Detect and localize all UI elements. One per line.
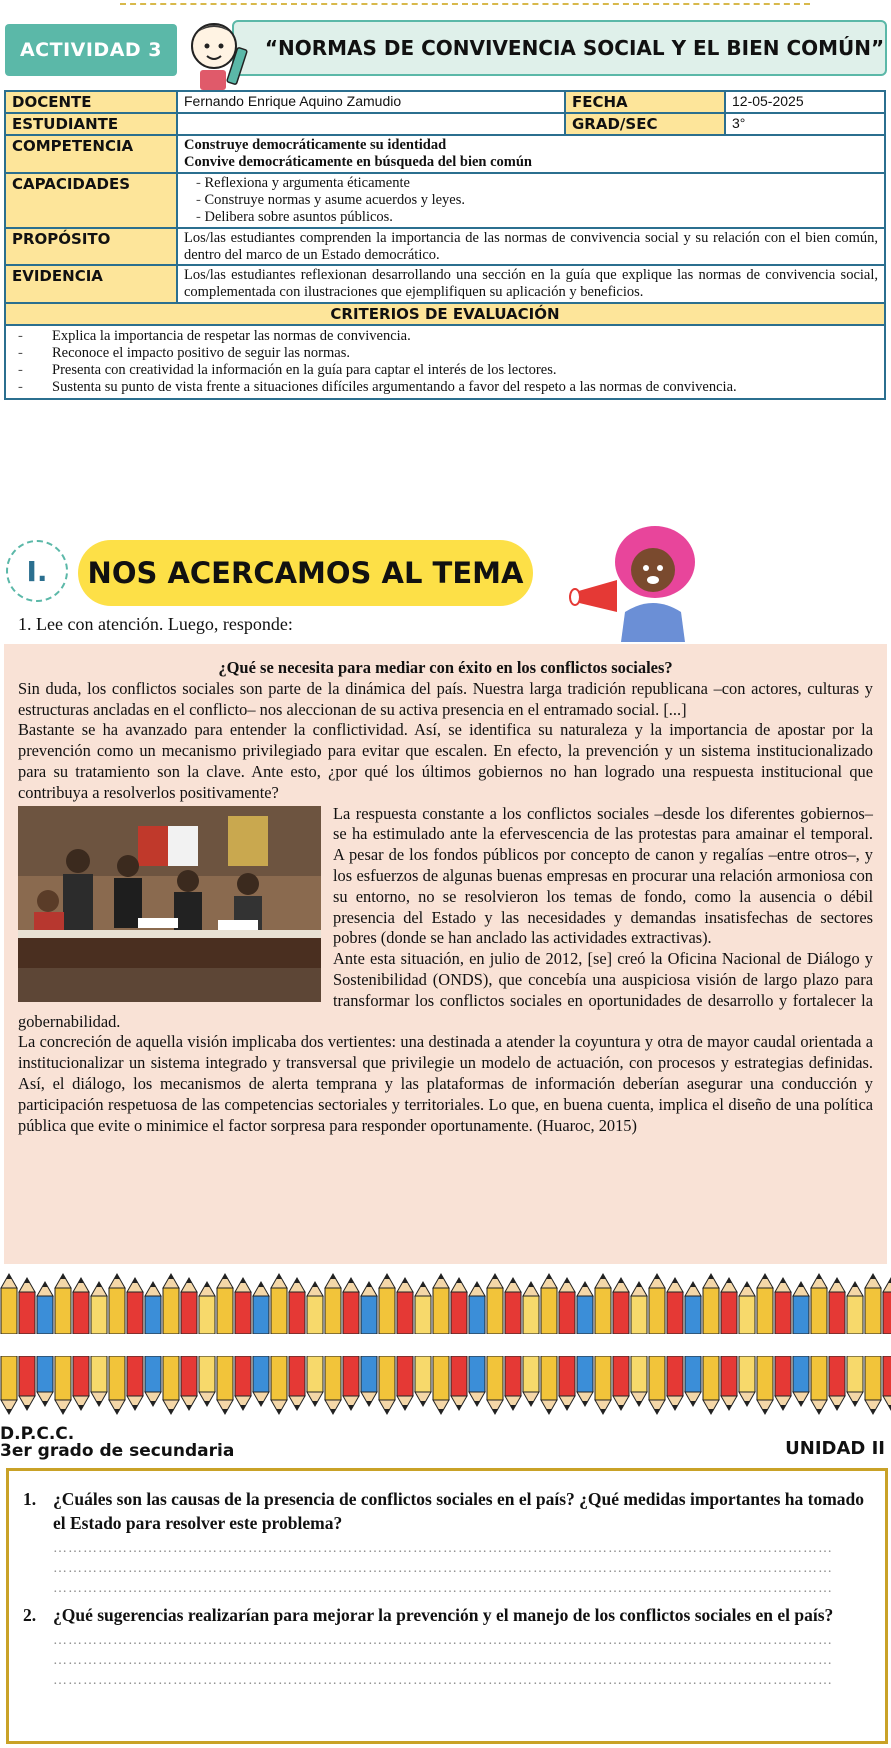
pencil-icon: [775, 1278, 791, 1334]
pencil-icon: [325, 1274, 341, 1334]
capacidades-label: CAPACIDADES: [5, 173, 177, 228]
pencil-icon: [379, 1274, 395, 1334]
reading-instruction: 1. Lee con atención. Luego, responde:: [18, 614, 293, 634]
pencil-icon: [289, 1356, 305, 1410]
pencil-icon: [217, 1356, 233, 1414]
capacidad-item: - Reflexiona y argumenta éticamente: [196, 175, 878, 192]
pencil-icon: [541, 1274, 557, 1334]
unit-label: UNIDAD II: [785, 1438, 885, 1459]
pencil-icon: [199, 1356, 215, 1406]
pencil-icon: [19, 1356, 35, 1410]
reading-paragraph: Ante esta situación, en julio de 2012, [se] creó la Oficina Nacional de Diálogo y Sostenibilidad (ONDS), que concebía una auspiciosa visión de largo plazo para transformar los conflictos sociales en oportunidades de desarrollo y fortalecer la gobernabilidad.: [18, 949, 873, 1031]
pencil-icon: [631, 1282, 647, 1334]
pencil-icon: [829, 1356, 845, 1410]
pencil-icon: [451, 1278, 467, 1334]
proposito-value: Los/las estudiantes comprenden la importancia de las normas de convivencia social y su relación con el bien común, dentro del marco de un Estado democrático.: [177, 228, 885, 265]
pencil-border-top: [0, 1272, 891, 1334]
question-item: [23, 1603, 867, 1627]
pencil-icon: [703, 1274, 719, 1334]
pencil-icon: [847, 1282, 863, 1334]
pencil-icon: [127, 1356, 143, 1410]
pencil-icon: [703, 1356, 719, 1414]
question-item: [23, 1487, 867, 1535]
pencil-icon: [271, 1356, 287, 1414]
pencil-icon: [109, 1356, 125, 1414]
reading-paragraph: La concreción de aquella visión implicaba dos vertientes: una destinada a atender la coyuntura y otra de mayor caudal orientada a institucionalizar un sistema integrado y transversal que privilegie un modelo de actuación, con procesos y estrategias definidas. Así, el diálogo, los mecanismos de alerta temprana y las plataformas de información deberían asegurar una conducción y participación respetuosa de las competencias sectoriales y territoriales. Lo que, en buena cuenta, implica el diseño de una política pública que evite o minimice el factor sorpresa para responder oportunamente. (Huaroc, 2015): [18, 1032, 873, 1135]
pencil-icon: [793, 1282, 809, 1334]
pencil-icon: [631, 1356, 647, 1406]
pencil-icon: [487, 1356, 503, 1414]
question-number: 2.: [23, 1605, 37, 1625]
proposito-label: PROPÓSITO: [5, 228, 177, 265]
pencil-border-bottom: [0, 1356, 891, 1416]
grad-sec-value: 3°: [725, 113, 885, 135]
pencil-icon: [613, 1278, 629, 1334]
pencil-icon: [181, 1278, 197, 1334]
pencil-icon: [91, 1282, 107, 1334]
pencil-icon: [73, 1278, 89, 1334]
pencil-icon: [721, 1278, 737, 1334]
top-dashed-line: [120, 3, 810, 5]
pencil-icon: [145, 1356, 161, 1406]
pencil-icon: [433, 1356, 449, 1414]
pencil-icon: [37, 1282, 53, 1334]
evidencia-label: EVIDENCIA: [5, 265, 177, 302]
pencil-icon: [541, 1356, 557, 1414]
pencil-icon: [595, 1356, 611, 1414]
meeting-photo: [18, 806, 321, 1002]
pencil-icon: [163, 1356, 179, 1414]
pencil-icon: [433, 1274, 449, 1334]
pencil-icon: [523, 1356, 539, 1406]
pencil-icon: [559, 1356, 575, 1410]
reading-box: [4, 644, 887, 1264]
pencil-icon: [163, 1274, 179, 1334]
capacidad-item: - Delibera sobre asuntos públicos.: [196, 209, 878, 226]
pencil-icon: [685, 1356, 701, 1406]
pencil-icon: [397, 1356, 413, 1410]
question-number: 1.: [23, 1489, 37, 1509]
criterios-list: [6, 326, 884, 398]
estudiante-label: ESTUDIANTE: [5, 113, 177, 135]
pencil-icon: [829, 1278, 845, 1334]
capacidad-item: - Construye normas y asume acuerdos y leyes.: [196, 192, 878, 209]
girl-megaphone-icon: [565, 522, 715, 642]
section-number: I.: [6, 540, 68, 602]
course-name: D.P.C.C.: [0, 1424, 75, 1444]
reading-paragraph: La respuesta constante a los conflictos sociales –desde los diferentes gobiernos– se ha estimulado ante la efervescencia de las protestas para amainar el temporal. A pesar de los fondos públicos por concepto de canon y regalías –entre otros–, y los esfuerzos de algunas buenas empresas en procurar una relación armoniosa con su entorno, no se resolvieron los temas de fondo, como la ausencia o débil presencia del Estado y las necesidades y demandas insatisfechas de sectores pobres (donde se han anclado las actividades extractivas).: [333, 803, 873, 948]
pencil-icon: [289, 1278, 305, 1334]
activity-badge: ACTIVIDAD 3: [5, 24, 177, 76]
competencia-line: Construye democráticamente su identidad: [184, 137, 447, 153]
pencil-icon: [757, 1356, 773, 1414]
pencil-icon: [361, 1356, 377, 1406]
answer-line[interactable]: …………………………………………………………………………………………………………………………………………: [53, 1541, 833, 1556]
criterios-list-cell: [5, 325, 885, 399]
pencil-icon: [19, 1278, 35, 1334]
pencil-icon: [793, 1356, 809, 1406]
competencia-label: COMPETENCIA: [5, 135, 177, 173]
fecha-label: FECHA: [565, 91, 725, 113]
docente-label: DOCENTE: [5, 91, 177, 113]
pencil-icon: [37, 1356, 53, 1406]
pencil-icon: [1, 1274, 17, 1334]
pencil-icon: [73, 1356, 89, 1410]
pencil-icon: [199, 1282, 215, 1334]
estudiante-field[interactable]: [177, 113, 565, 135]
pencil-icon: [415, 1356, 431, 1406]
pencil-icon: [343, 1278, 359, 1334]
pencil-icon: [847, 1356, 863, 1406]
pencil-icon: [235, 1278, 251, 1334]
competencia-value: [177, 135, 885, 173]
pencil-icon: [865, 1274, 881, 1334]
pencil-icon: [523, 1282, 539, 1334]
reading-paragraph: Sin duda, los conflictos sociales son parte de la dinámica del país. Nuestra larga tradición republicana –con actores, culturas y estructuras ancladas en el conflicto– nos aleccionan de su activa presencia en el entramado social. [...]: [18, 678, 873, 719]
pencil-icon: [775, 1356, 791, 1410]
pencil-icon: [757, 1274, 773, 1334]
pencil-icon: [451, 1356, 467, 1410]
pencil-icon: [145, 1282, 161, 1334]
pencil-icon: [577, 1356, 593, 1406]
pencil-icon: [217, 1274, 233, 1334]
answer-line[interactable]: …………………………………………………………………………………………………………………………………………: [53, 1561, 833, 1576]
pencil-icon: [559, 1278, 575, 1334]
pencil-icon: [685, 1282, 701, 1334]
pencil-icon: [181, 1356, 197, 1410]
course-grade: 3er grado de secundaria: [0, 1441, 235, 1461]
activity-title-text: “NORMAS DE CONVIVENCIA SOCIAL Y EL BIEN COMÚN”: [264, 36, 885, 60]
reading-title: ¿Qué se necesita para mediar con éxito en los conflictos sociales?: [218, 658, 673, 677]
pencil-icon: [253, 1356, 269, 1406]
pencil-icon: [811, 1356, 827, 1414]
criterio-item: - Sustenta su punto de vista frente a situaciones difíciles argumentando a favor del respeto a las normas de convivencia.: [18, 379, 876, 396]
pencil-icon: [55, 1274, 71, 1334]
activity-info-table: [4, 90, 886, 400]
pencil-icon: [613, 1356, 629, 1410]
pencil-icon: [505, 1278, 521, 1334]
pencil-icon: [469, 1282, 485, 1334]
course-info: [0, 1426, 234, 1460]
pencil-icon: [307, 1282, 323, 1334]
pencil-icon: [343, 1356, 359, 1410]
criterio-item: - Reconoce el impacto positivo de seguir las normas.: [18, 345, 876, 362]
section-title: NOS ACERCAMOS AL TEMA: [78, 540, 533, 606]
pencil-icon: [1, 1356, 17, 1414]
pencil-icon: [487, 1274, 503, 1334]
pencil-icon: [361, 1282, 377, 1334]
answer-line[interactable]: …………………………………………………………………………………………………………………………………………: [53, 1673, 833, 1688]
pencil-icon: [505, 1356, 521, 1410]
question-text: ¿Cuáles son las causas de la presencia de conflictos sociales en el país? ¿Qué medidas importantes ha tomado el Estado para resolver este problema?: [53, 1489, 865, 1533]
pencil-icon: [469, 1356, 485, 1406]
pencil-icon: [253, 1282, 269, 1334]
criterio-item: - Presenta con creatividad la información en la guía para captar el interés de los lectores.: [18, 362, 876, 379]
reading-paragraph: Bastante se ha avanzado para entender la conflictividad. Así, se identifica su naturaleza y la importancia de apostar por la prevención como un mecanismo privilegiado para evitar que escalen. En efecto, la prevención y un sistema institucionalizado para su tratamiento son la clave. Ante esto, ¿por qué los últimos gobiernos no han logrado una respuesta institucional que contribuya a resolverlos positivamente?: [18, 720, 873, 802]
pencil-icon: [271, 1274, 287, 1334]
criterio-item: - Explica la importancia de respetar las normas de convivencia.: [18, 328, 876, 345]
pencil-icon: [109, 1274, 125, 1334]
pencil-icon: [883, 1356, 891, 1410]
docente-value: Fernando Enrique Aquino Zamudio: [177, 91, 565, 113]
question-text: ¿Qué sugerencias realizarían para mejorar la prevención y el manejo de los conflictos sociales en el país?: [53, 1605, 834, 1625]
pencil-icon: [721, 1356, 737, 1410]
pencil-icon: [577, 1282, 593, 1334]
pencil-icon: [667, 1356, 683, 1410]
competencia-line: Convive democráticamente en búsqueda del bien común: [184, 154, 532, 170]
pencil-icon: [739, 1282, 755, 1334]
criterios-heading: CRITERIOS DE EVALUACIÓN: [5, 303, 885, 325]
pencil-icon: [415, 1282, 431, 1334]
pencil-icon: [865, 1356, 881, 1414]
pencil-icon: [325, 1356, 341, 1414]
pencil-icon: [235, 1356, 251, 1410]
student-mascot-icon: [180, 12, 252, 92]
pencil-icon: [667, 1278, 683, 1334]
questions-box: [6, 1468, 888, 1744]
answer-line[interactable]: …………………………………………………………………………………………………………………………………………: [53, 1653, 833, 1668]
grad-sec-label: GRAD/SEC: [565, 113, 725, 135]
pencil-icon: [739, 1356, 755, 1406]
pencil-icon: [307, 1356, 323, 1406]
pencil-icon: [649, 1356, 665, 1414]
pencil-icon: [811, 1274, 827, 1334]
pencil-icon: [55, 1356, 71, 1414]
answer-line[interactable]: …………………………………………………………………………………………………………………………………………: [53, 1581, 833, 1596]
pencil-icon: [649, 1274, 665, 1334]
answer-line[interactable]: …………………………………………………………………………………………………………………………………………: [53, 1633, 833, 1648]
pencil-icon: [397, 1278, 413, 1334]
pencil-icon: [127, 1278, 143, 1334]
pencil-icon: [883, 1278, 891, 1334]
fecha-value: 12-05-2025: [725, 91, 885, 113]
pencil-icon: [379, 1356, 395, 1414]
activity-title: [232, 20, 887, 76]
pencil-icon: [595, 1274, 611, 1334]
pencil-icon: [91, 1356, 107, 1406]
evidencia-value: Los/las estudiantes reflexionan desarrollando una sección en la guía que explique las normas de convivencia social, complementada con ilustraciones que ejemplifiquen su aplicación y beneficios.: [177, 265, 885, 302]
capacidades-value: [177, 173, 885, 228]
